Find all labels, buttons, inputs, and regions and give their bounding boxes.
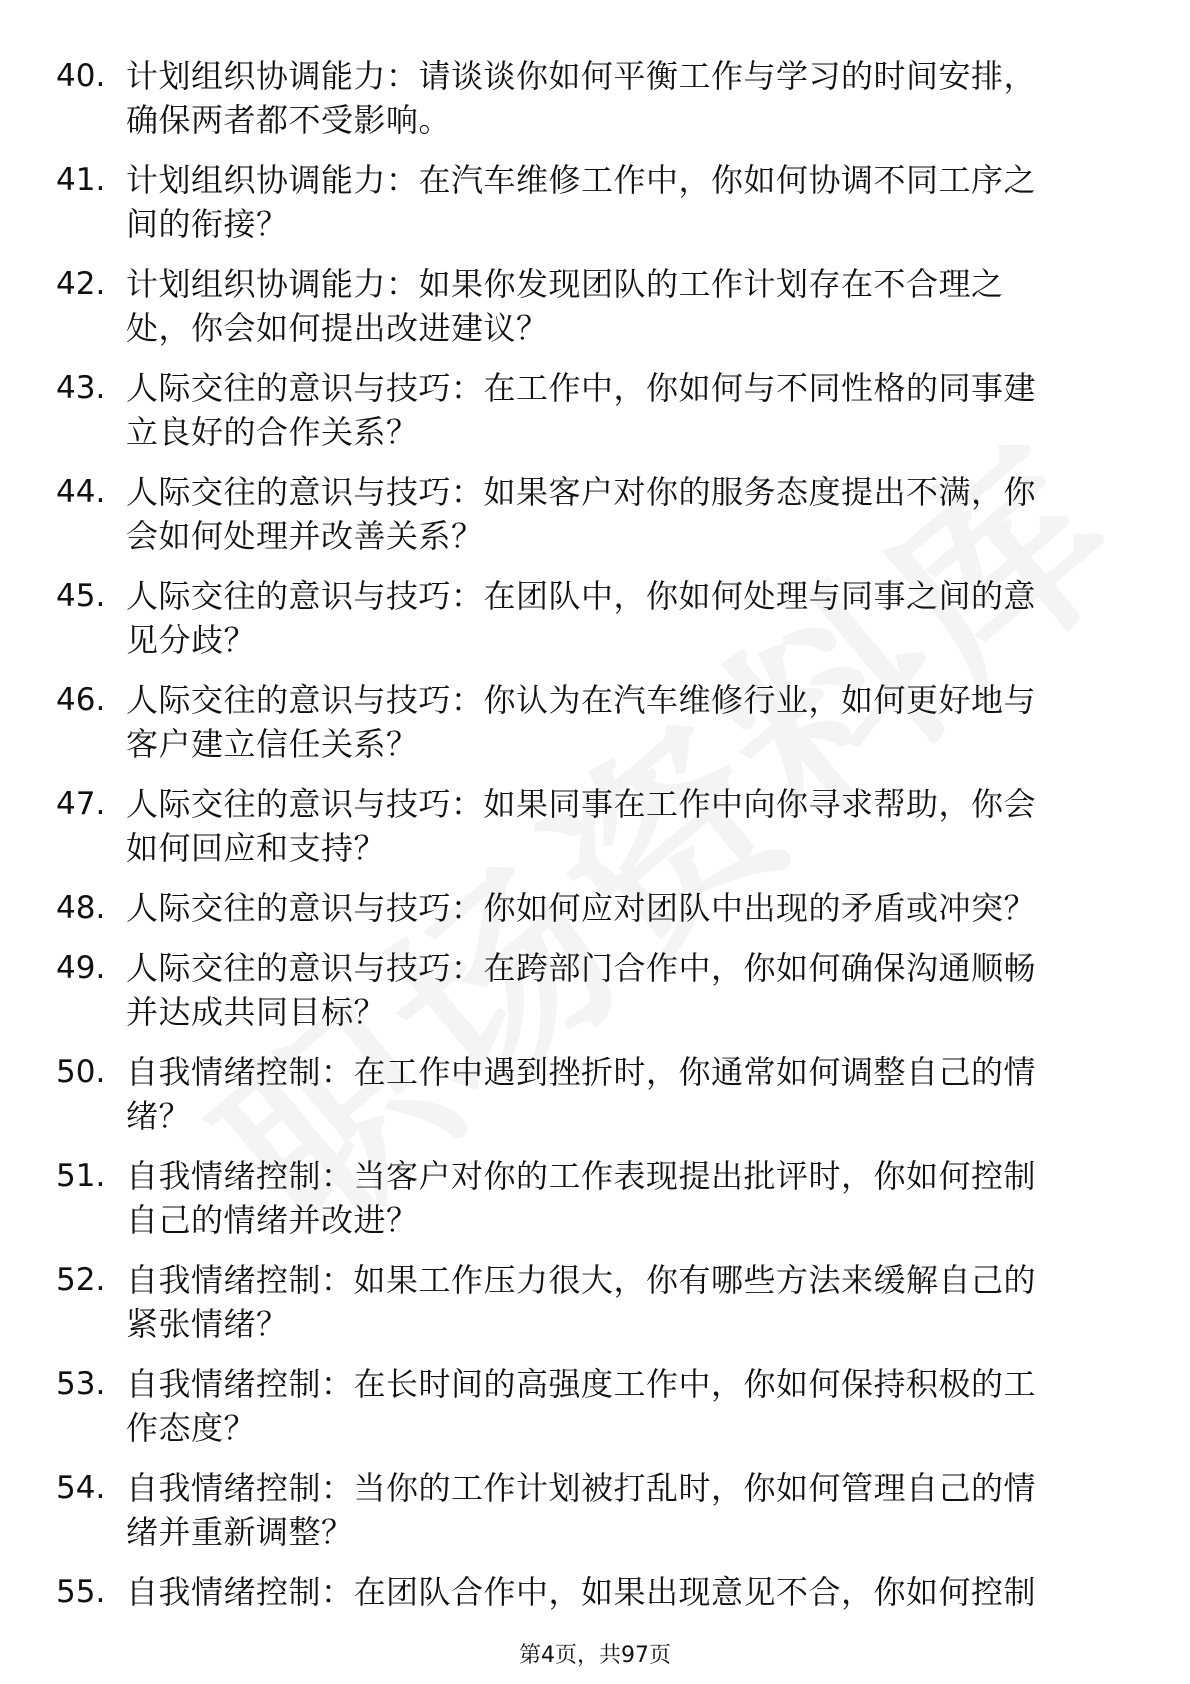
question-line: 人际交往的意识与技巧：在团队中，你如何处理与同事之间的意 (126, 577, 1037, 615)
question-item (0, 768, 1190, 872)
question-line: 计划组织协调能力：请谈谈你如何平衡工作与学习的时间安排， (126, 57, 1037, 95)
question-line: 人际交往的意识与技巧：在跨部门合作中，你如何确保沟通顺畅 (126, 949, 1037, 987)
question-line: 见分歧？ (126, 621, 257, 659)
question-number: 45. (56, 578, 106, 614)
question-line: 自我情绪控制：当你的工作计划被打乱时，你如何管理自己的情 (126, 1469, 1037, 1507)
question-item (0, 1244, 1190, 1348)
question-line: 客户建立信任关系？ (126, 725, 419, 763)
question-number: 52. (56, 1262, 106, 1298)
question-line: 自我情绪控制：在工作中遇到挫折时，你通常如何调整自己的情 (126, 1053, 1037, 1091)
question-line: 自我情绪控制：在团队合作中，如果出现意见不合，你如何控制 (126, 1573, 1037, 1611)
question-number: 41. (56, 162, 106, 198)
question-number: 48. (56, 890, 106, 926)
question-item (0, 144, 1190, 248)
question-number: 53. (56, 1366, 106, 1402)
question-line: 确保两者都不受影响。 (126, 101, 452, 139)
question-number: 40. (56, 58, 106, 94)
question-item (0, 932, 1190, 1036)
question-line: 处，你会如何提出改进建议？ (126, 309, 549, 347)
question-line: 自己的情绪并改进？ (126, 1201, 419, 1239)
question-line: 如何回应和支持？ (126, 829, 387, 867)
question-number: 49. (56, 950, 106, 986)
question-item (0, 352, 1190, 456)
question-text (126, 262, 1106, 350)
question-number: 50. (56, 1054, 106, 1090)
question-list (0, 40, 1190, 1616)
question-item (0, 1140, 1190, 1244)
question-line: 并达成共同目标？ (126, 993, 387, 1031)
question-line: 计划组织协调能力：如果你发现团队的工作计划存在不合理之 (126, 265, 1004, 303)
question-text (126, 886, 1106, 930)
question-line: 自我情绪控制：如果工作压力很大，你有哪些方法来缓解自己的 (126, 1261, 1037, 1299)
question-item (0, 1556, 1190, 1616)
question-item (0, 1452, 1190, 1556)
question-text (126, 1362, 1106, 1450)
question-text (126, 1466, 1106, 1554)
question-item (0, 1348, 1190, 1452)
question-number: 47. (56, 786, 106, 822)
question-text (126, 946, 1106, 1034)
question-text (126, 678, 1106, 766)
question-text (126, 1050, 1106, 1138)
question-line: 绪？ (126, 1097, 192, 1135)
question-text (126, 782, 1106, 870)
question-line: 作态度？ (126, 1409, 257, 1447)
question-line: 间的衔接？ (126, 205, 289, 243)
question-number: 46. (56, 682, 106, 718)
page-footer: 第4页，共97页 (519, 1643, 671, 1668)
question-number: 54. (56, 1470, 106, 1506)
question-line: 紧张情绪？ (126, 1305, 289, 1343)
question-number: 42. (56, 266, 106, 302)
question-number: 51. (56, 1158, 106, 1194)
question-item (0, 456, 1190, 560)
question-line: 自我情绪控制：当客户对你的工作表现提出批评时，你如何控制 (126, 1157, 1037, 1195)
question-number: 44. (56, 474, 106, 510)
question-item (0, 40, 1190, 144)
question-line: 人际交往的意识与技巧：在工作中，你如何与不同性格的同事建 (126, 369, 1037, 407)
question-text (126, 470, 1106, 558)
question-item (0, 560, 1190, 664)
question-line: 人际交往的意识与技巧：你如何应对团队中出现的矛盾或冲突？ (126, 889, 1037, 927)
question-number: 55. (56, 1574, 106, 1610)
question-item (0, 248, 1190, 352)
question-line: 会如何处理并改善关系？ (126, 517, 484, 555)
question-text (126, 366, 1106, 454)
question-line: 自我情绪控制：在长时间的高强度工作中，你如何保持积极的工 (126, 1365, 1037, 1403)
question-text (126, 158, 1106, 246)
question-text (126, 1258, 1106, 1346)
question-text (126, 1570, 1106, 1614)
question-number: 43. (56, 370, 106, 406)
question-line: 计划组织协调能力：在汽车维修工作中，你如何协调不同工序之 (126, 161, 1037, 199)
question-text (126, 1154, 1106, 1242)
question-line: 立良好的合作关系？ (126, 413, 419, 451)
question-line: 绪并重新调整？ (126, 1513, 354, 1551)
question-item (0, 1036, 1190, 1140)
question-line: 人际交往的意识与技巧：你认为在汽车维修行业，如何更好地与 (126, 681, 1037, 719)
question-text (126, 574, 1106, 662)
question-item (0, 872, 1190, 932)
question-text (126, 54, 1106, 142)
question-line: 人际交往的意识与技巧：如果客户对你的服务态度提出不满，你 (126, 473, 1037, 511)
question-item (0, 664, 1190, 768)
question-line: 人际交往的意识与技巧：如果同事在工作中向你寻求帮助，你会 (126, 785, 1037, 823)
